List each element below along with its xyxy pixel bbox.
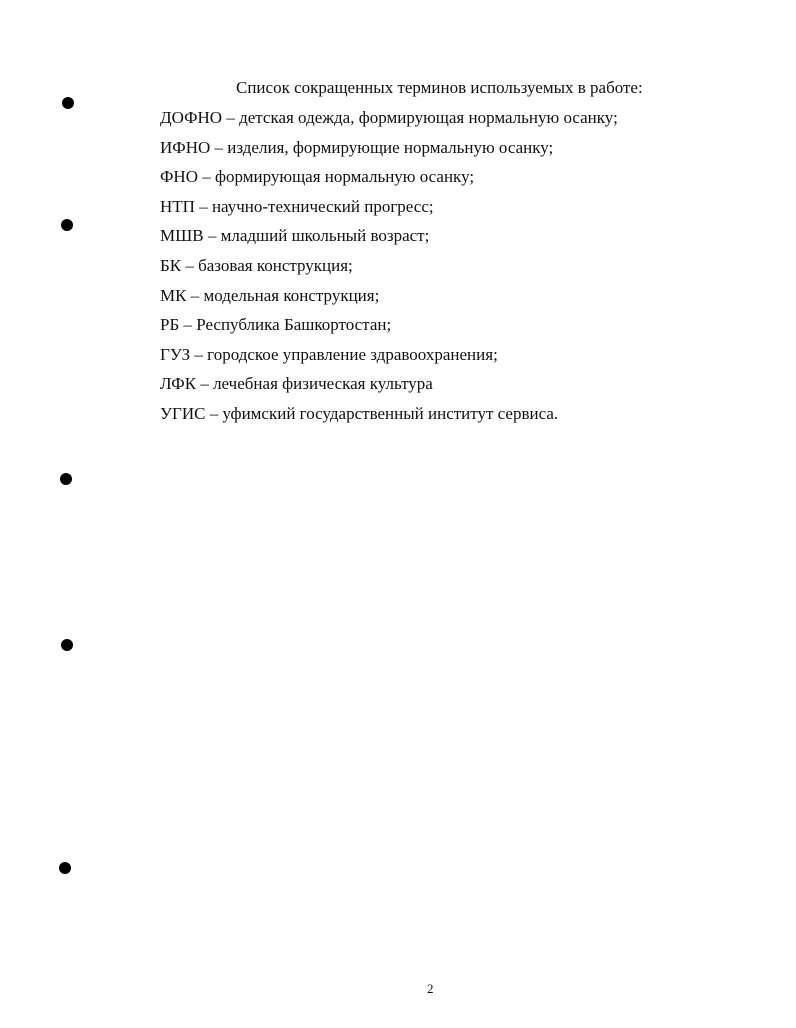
punch-hole xyxy=(61,639,73,651)
abbreviation-item: УГИС – уфимский государственный институт сервиса. xyxy=(160,403,559,423)
abbreviation-item: ЛФК – лечебная физическая культура xyxy=(160,374,433,394)
page-number: 2 xyxy=(427,981,434,996)
abbreviation-item: МК – модельная конструкция; xyxy=(160,285,380,305)
abbreviation-item: ФНО – формирующая нормальную осанку; xyxy=(160,167,475,187)
punch-hole xyxy=(61,219,73,231)
punch-hole xyxy=(59,862,71,874)
punch-hole xyxy=(62,97,74,109)
abbreviation-item: НТП – научно-технический прогресс; xyxy=(160,196,434,216)
abbreviation-item: ИФНО – изделия, формирующие нормальную осанку; xyxy=(160,137,554,157)
abbreviation-item: РБ – Республика Башкортостан; xyxy=(160,315,392,335)
abbreviation-item: ГУЗ – городское управление здравоохранения; xyxy=(160,344,498,364)
abbreviation-item: МШВ – младший школьный возраст; xyxy=(160,226,430,246)
page-title: Список сокращенных терминов используемых в работе: xyxy=(236,78,643,97)
punch-hole xyxy=(60,473,72,485)
abbreviation-item: БК – базовая конструкция; xyxy=(160,255,353,275)
abbreviation-list xyxy=(160,108,618,434)
abbreviation-item: ДОФНО – детская одежда, формирующая нормальную осанку; xyxy=(160,108,618,127)
